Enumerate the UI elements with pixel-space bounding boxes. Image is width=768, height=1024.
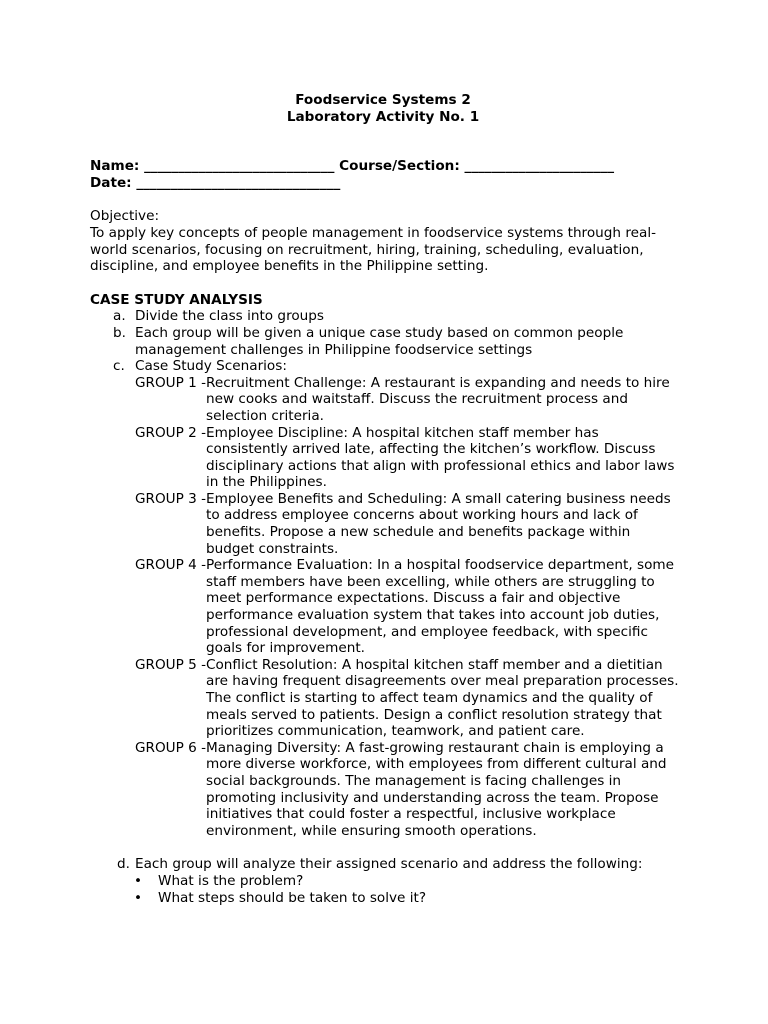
bullet-text: What steps should be taken to solve it? xyxy=(158,889,427,906)
list-item-text: Each group will be given a unique case study based on common people management challenges in Philippine foodservice settings xyxy=(135,324,624,358)
scenario-item xyxy=(90,425,690,491)
scenario-group-label: GROUP 2 - xyxy=(135,424,207,441)
list-marker: a. xyxy=(113,308,126,325)
bullet-text: What is the problem? xyxy=(158,872,304,889)
bullet-item xyxy=(90,890,690,907)
question-bullets xyxy=(90,873,690,906)
document-page xyxy=(90,92,690,906)
name-course-line: Name: ____________________________ Course/Section: ______________________ xyxy=(90,158,615,175)
list-marker: d. xyxy=(117,856,130,873)
scenario-group-label: GROUP 6 - xyxy=(135,739,207,756)
scenario-item xyxy=(90,557,690,657)
bullet-item xyxy=(90,873,690,890)
list-item-text: Case Study Scenarios: xyxy=(135,358,287,375)
objective-text: To apply key concepts of people management in foodservice systems through real-world scenarios, focusing on recruitment, hiring, training, scheduling, evaluation, discipline, and employee benefits in the Philippine setting. xyxy=(90,224,657,275)
document-title xyxy=(90,92,676,125)
list-item-text: Each group will analyze their assigned scenario and address the following: xyxy=(135,856,643,873)
list-item-text: Divide the class into groups xyxy=(135,308,324,325)
case-study-steps xyxy=(90,308,690,374)
list-item-d xyxy=(90,856,690,873)
scenario-text: Managing Diversity: A fast-growing restaurant chain is employing a more diverse workforce, with employees from different cultural and social backgrounds. The management is facing challenges in promoting inclusivity and understanding across the team. Propose initiatives that could foster a respectful, inclusive workplace environment, while ensuring smooth operations. xyxy=(206,739,667,839)
student-fields xyxy=(90,158,690,191)
case-study-heading: CASE STUDY ANALYSIS xyxy=(90,291,263,308)
scenario-list xyxy=(90,375,690,840)
scenario-item xyxy=(90,491,690,557)
scenario-item xyxy=(90,375,690,425)
scenario-text: Employee Discipline: A hospital kitchen staff member has consistently arrived late, affecting the kitchen’s workflow. Discuss disciplinary actions that align with professional ethics and labor laws in the Philippines. xyxy=(206,424,675,491)
list-marker: b. xyxy=(113,324,126,341)
list-item xyxy=(90,325,690,358)
scenario-text: Performance Evaluation: In a hospital foodservice department, some staff members have been excelling, while others are struggling to meet performance expectations. Discuss a fair and objective performance evaluation system that takes into account job duties, professional development, and employee feedback, with specific goals for improvement. xyxy=(206,557,674,657)
title-line-2: Laboratory Activity No. 1 xyxy=(286,108,480,125)
list-marker: c. xyxy=(113,358,125,375)
scenario-item xyxy=(90,657,690,740)
scenario-group-label: GROUP 3 - xyxy=(135,490,207,507)
scenario-group-label: GROUP 5 - xyxy=(135,656,207,673)
bullet-dot-icon: • xyxy=(134,889,143,906)
scenario-group-label: GROUP 4 - xyxy=(135,557,207,574)
scenario-item xyxy=(90,740,690,840)
objective-label: Objective: xyxy=(90,208,160,225)
scenario-text: Recruitment Challenge: A restaurant is expanding and needs to hire new cooks and waitstaff. Discuss the recruitment process and selection criteria. xyxy=(206,374,670,424)
scenario-text: Conflict Resolution: A hospital kitchen staff member and a dietitian are having frequent disagreements over meal preparation processes. The conflict is starting to affect team dynamics and the quality of meals served to patients. Design a conflict resolution strategy that prioritizes communication, teamwork, and patient care. xyxy=(206,656,679,740)
objective-section xyxy=(90,208,690,274)
title-line-1: Foodservice Systems 2 xyxy=(295,92,471,108)
bullet-dot-icon: • xyxy=(134,872,143,889)
list-item xyxy=(90,308,690,325)
scenario-text: Employee Benefits and Scheduling: A small catering business needs to address employee concerns about working hours and lack of benefits. Propose a new schedule and benefits package within budget constraints. xyxy=(206,490,671,557)
scenario-group-label: GROUP 1 - xyxy=(135,374,207,391)
list-item xyxy=(90,358,690,375)
date-line: Date: ______________________________ xyxy=(90,174,341,191)
